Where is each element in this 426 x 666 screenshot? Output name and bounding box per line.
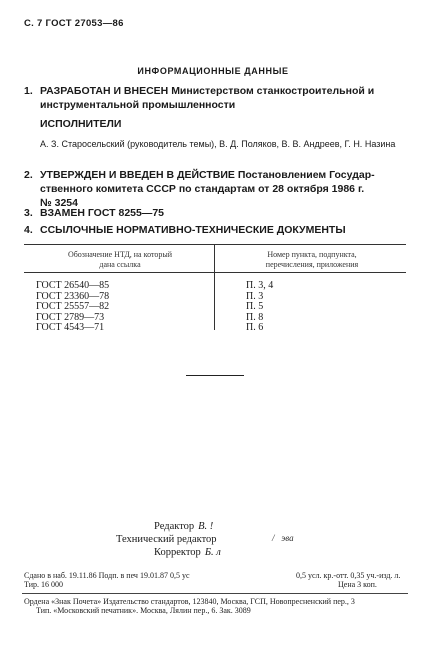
section-replaces [24, 206, 404, 220]
table-header-left: Обозначение НТД, на который дана ссылка [67, 250, 173, 269]
table-cell-ref: П. 8 [246, 311, 264, 323]
editor-line [154, 520, 213, 533]
tech-editor-label: Технический редактор [116, 534, 217, 545]
section-text: ССЫЛОЧНЫЕ НОРМАТИВНО-ТЕХНИЧЕСКИЕ ДОКУМЕНТЫ [40, 224, 346, 236]
executors-label: ИСПОЛНИТЕЛИ [40, 118, 122, 130]
table-cell-doc: ГОСТ 26540—85 [36, 280, 110, 291]
table-cell-ref: П. 3, 4 [246, 280, 274, 291]
page-header: С. 7 ГОСТ 27053—86 [24, 18, 124, 29]
table-cell-doc: ГОСТ 25557—82 [36, 301, 110, 312]
imprint-dates: Сдано в наб. 19.11.86 Подп. в печ 19.01.87 0,5 ус [24, 571, 190, 580]
table-cell-ref: П. 6 [246, 322, 264, 333]
tech-editor-line [116, 533, 217, 546]
imprint-rule [22, 593, 408, 594]
section-developed [24, 84, 404, 112]
imprint-price: Цена 3 коп. [338, 580, 377, 589]
section-number: 2. [24, 169, 33, 181]
imprint-printer: Тип. «Московский печатник». Москва, Лялин пер., 6. Зак. 3089 [36, 606, 251, 615]
table-column-divider [214, 244, 215, 330]
table-cell-doc: ГОСТ 2789—73 [36, 311, 105, 323]
table-column-refs [246, 281, 273, 334]
section-text: Постановлением Государ- [237, 169, 375, 181]
section-number: 1. [24, 85, 33, 97]
table-cell-ref: П. 3 [246, 290, 264, 302]
section-number: 3. [24, 207, 33, 219]
section-approved [24, 168, 404, 210]
section-text: Министерством станкостроительной и [171, 85, 375, 97]
table-header-right: Номер пункта, подпункта, перечисления, приложения [265, 250, 359, 269]
table-cell-doc: ГОСТ 4543—71 [36, 322, 105, 333]
section-text: ВЗАМЕН ГОСТ 8255—75 [40, 207, 165, 219]
section-text-cont: инструментальной промышленности [40, 99, 236, 111]
corrector-line [154, 546, 221, 559]
imprint-publisher: Ордена «Знак Почета» Издательство стандартов, 123840, Москва, ГСП, Новопресненский пер., 3 [24, 597, 355, 606]
table-header-rule [24, 272, 406, 273]
imprint-circulation: Тир. 16 000 [24, 580, 63, 589]
tech-editor-value: / эва [272, 533, 294, 543]
section-lead: УТВЕРЖДЕН И ВВЕДЕН В ДЕЙСТВИЕ [40, 169, 235, 181]
section-number: 4. [24, 224, 33, 236]
section-lead: РАЗРАБОТАН И ВНЕСЕН [40, 85, 169, 97]
section-text-cont: № 3254 [40, 197, 78, 209]
corrector-label: Корректор [154, 547, 201, 558]
corrector-value: Б. л [204, 547, 221, 558]
end-divider [186, 375, 244, 376]
imprint-volume: 0,5 усл. кр.-отт. 0,35 уч.-изд. л. [296, 571, 401, 580]
page-title: ИНФОРМАЦИОННЫЕ ДАННЫЕ [137, 66, 289, 76]
section-text-cont: ственного комитета СССР по стандартам от 28 октября 1986 г. [40, 183, 365, 195]
editor-label: Редактор [154, 521, 195, 532]
table-top-rule [24, 244, 406, 245]
executors-names: А. З. Старосельский (руководитель темы), В. Д. Поляков, В. В. Андреев, Г. Н. Назина [40, 139, 396, 149]
editor-value: В. ! [198, 521, 214, 532]
section-references [24, 223, 404, 237]
table-cell-doc: ГОСТ 23360—78 [36, 290, 110, 302]
table-cell-ref: П. 5 [246, 301, 264, 312]
table-column-docs [36, 281, 109, 334]
